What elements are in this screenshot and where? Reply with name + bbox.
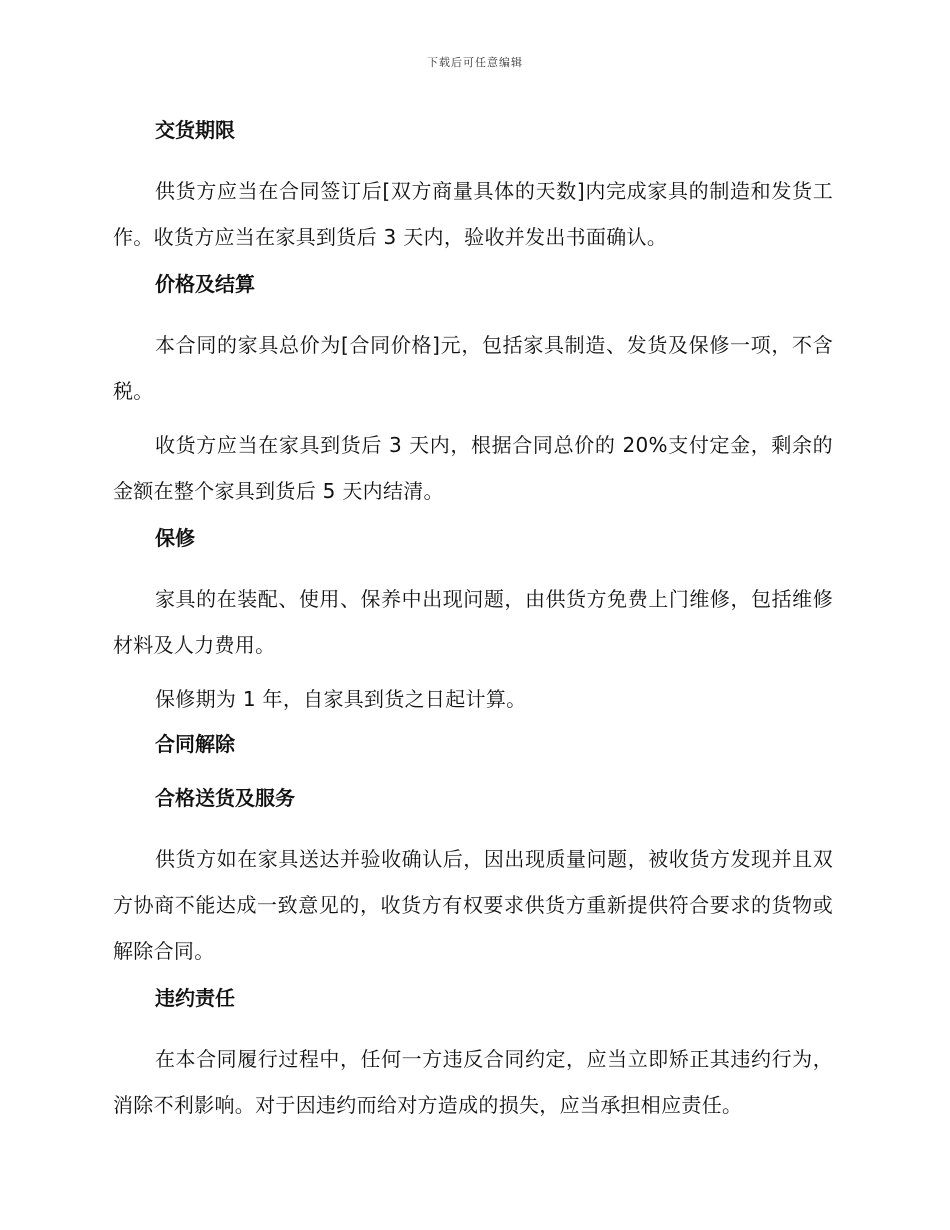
section-heading-delivery: 交货期限: [155, 118, 235, 142]
section-subheading-qualified-delivery: 合格送货及服务: [155, 786, 295, 810]
breach-paragraph-1: 在本合同履行过程中，任何一方违反合同约定，应当立即矫正其违约行为，消除不利影响。对于因违约而给对方造成的损失，应当承担相应责任。: [113, 1047, 833, 1117]
section-heading-warranty: 保修: [155, 526, 195, 550]
section-heading-breach: 违约责任: [155, 986, 235, 1010]
section-heading-termination: 合同解除: [155, 732, 235, 756]
section-heading-price: 价格及结算: [155, 272, 255, 296]
price-paragraph-2: 收货方应当在家具到货后 3 天内，根据合同总价的 20%支付定金，剩余的金额在整个家具到货后 5 天内结清。: [113, 433, 833, 503]
price-paragraph-1: 本合同的家具总价为[合同价格]元，包括家具制造、发货及保修一项，不含税。: [113, 333, 833, 403]
delivery-paragraph-1: 供货方应当在合同签订后[双方商量具体的天数]内完成家具的制造和发货工作。收货方应当在家具到货后 3 天内，验收并发出书面确认。: [113, 179, 833, 249]
header-note: 下载后可任意编辑: [427, 56, 523, 69]
document-body: [113, 114, 833, 1136]
termination-paragraph-1: 供货方如在家具送达并验收确认后，因出现质量问题，被收货方发现并且双方协商不能达成一致意见的，收货方有权要求供货方重新提供符合要求的货物或解除合同。: [113, 847, 833, 963]
warranty-paragraph-2: 保修期为 1 年，自家具到货之日起计算。: [155, 687, 527, 711]
warranty-paragraph-1: 家具的在装配、使用、保养中出现问题，由供货方免费上门维修，包括维修材料及人力费用。: [113, 587, 833, 657]
